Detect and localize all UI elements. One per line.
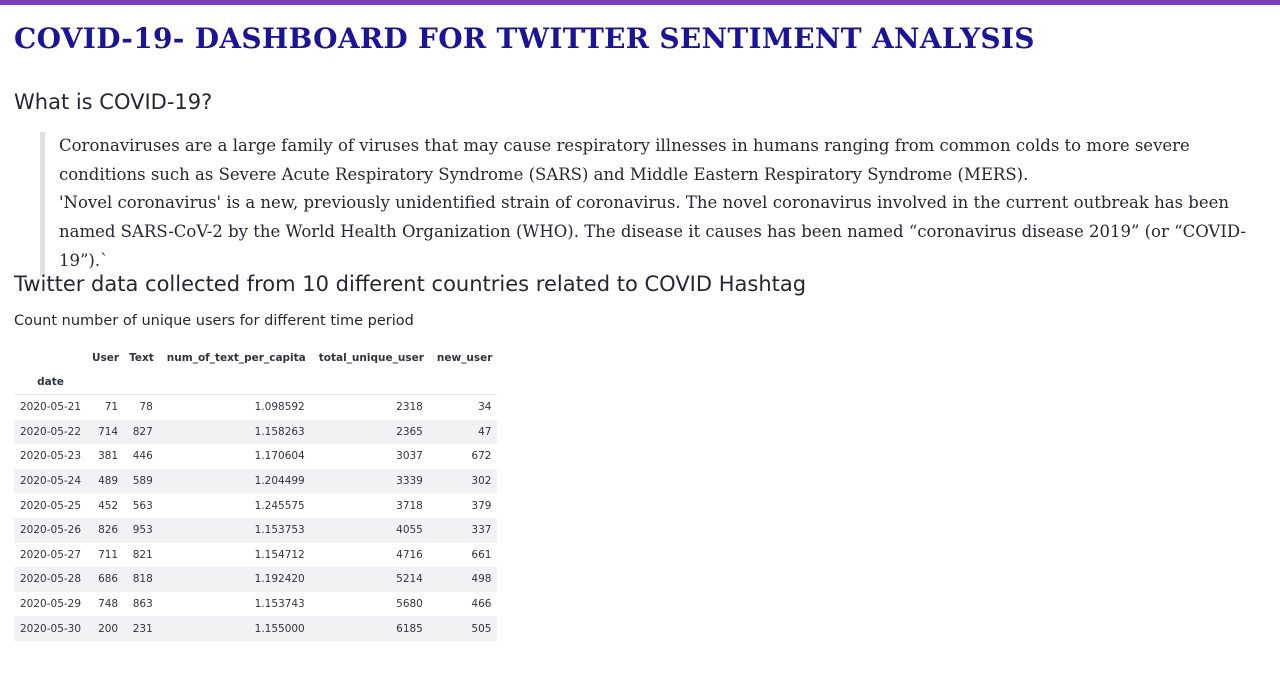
cell-user[interactable]: 381: [98, 450, 119, 463]
cell-text[interactable]: 589: [132, 475, 153, 488]
cell-num-of-text-per-capita[interactable]: 1.204499: [254, 475, 305, 488]
cell-date[interactable]: 2020-05-21: [20, 401, 82, 414]
column-header-text[interactable]: Text: [129, 352, 154, 364]
cell-new-user[interactable]: 672: [471, 450, 492, 463]
table-row: [14, 518, 497, 543]
table-row: [14, 395, 497, 420]
cell-user[interactable]: 452: [98, 499, 119, 512]
cell-user[interactable]: 711: [98, 548, 119, 561]
table-row: [14, 493, 497, 518]
cell-date[interactable]: 2020-05-23: [20, 450, 82, 463]
cell-total-unique-user[interactable]: 3037: [396, 450, 423, 463]
cell-new-user[interactable]: 379: [471, 499, 492, 512]
header-blank: [14, 346, 87, 370]
index-header-date[interactable]: date: [14, 370, 87, 395]
section-heading-twitter-data: Twitter data collected from 10 different countries related to COVID Hashtag: [14, 272, 807, 296]
cell-total-unique-user[interactable]: 3339: [396, 475, 423, 488]
cell-new-user[interactable]: 47: [478, 425, 492, 438]
cell-text[interactable]: 818: [132, 573, 153, 586]
cell-new-user[interactable]: 34: [478, 401, 492, 414]
quote-paragraph-2: 'Novel coronavirus' is a new, previously unidentified strain of coronavirus. The novel coronavirus involved in the current outbreak has been named SARS-CoV-2 by the World Health Organization (WHO). The disease it causes has been named “coronavirus disease 2019” (or “COVID-19”).`: [59, 193, 1246, 270]
cell-text[interactable]: 563: [132, 499, 153, 512]
cell-user[interactable]: 714: [98, 425, 119, 438]
cell-date[interactable]: 2020-05-27: [20, 548, 82, 561]
cell-user[interactable]: 826: [98, 524, 119, 537]
cell-user[interactable]: 686: [98, 573, 119, 586]
cell-total-unique-user[interactable]: 6185: [396, 622, 423, 635]
table-row: [14, 567, 497, 592]
app-top-decoration-bar: [0, 0, 1280, 5]
cell-num-of-text-per-capita[interactable]: 1.154712: [254, 548, 305, 561]
cell-date[interactable]: 2020-05-22: [20, 425, 82, 438]
cell-text[interactable]: 821: [132, 548, 153, 561]
table-row: [14, 543, 497, 568]
cell-date[interactable]: 2020-05-28: [20, 573, 82, 586]
cell-text[interactable]: 231: [132, 622, 153, 635]
table-header-row: [14, 346, 497, 370]
cell-new-user[interactable]: 505: [471, 622, 492, 635]
cell-text[interactable]: 446: [132, 450, 153, 463]
table-row: [14, 469, 497, 494]
column-header-new-user[interactable]: new_user: [436, 352, 493, 364]
cell-num-of-text-per-capita[interactable]: 1.155000: [254, 622, 305, 635]
table-row: [14, 592, 497, 617]
page-title: COVID-19- DASHBOARD FOR TWITTER SENTIMENT ANALYSIS: [14, 22, 1035, 55]
cell-num-of-text-per-capita[interactable]: 1.098592: [254, 401, 305, 414]
cell-total-unique-user[interactable]: 4716: [396, 548, 423, 561]
cell-num-of-text-per-capita[interactable]: 1.158263: [254, 425, 305, 438]
cell-total-unique-user[interactable]: 2318: [396, 401, 423, 414]
cell-new-user[interactable]: 302: [471, 475, 492, 488]
section-heading-what-is-covid: What is COVID-19?: [14, 90, 213, 114]
cell-user[interactable]: 748: [98, 598, 119, 611]
column-header-num-of-text-per-capita[interactable]: num_of_text_per_capita: [166, 352, 306, 364]
cell-date[interactable]: 2020-05-30: [20, 622, 82, 635]
table-row: [14, 420, 497, 445]
cell-text[interactable]: 863: [132, 598, 153, 611]
cell-text[interactable]: 78: [139, 401, 153, 414]
cell-total-unique-user[interactable]: 5680: [396, 598, 423, 611]
cell-date[interactable]: 2020-05-29: [20, 598, 82, 611]
cell-num-of-text-per-capita[interactable]: 1.170604: [254, 450, 305, 463]
cell-date[interactable]: 2020-05-25: [20, 499, 82, 512]
cell-user[interactable]: 489: [98, 475, 119, 488]
cell-text[interactable]: 827: [132, 425, 153, 438]
table-body: [14, 395, 497, 641]
cell-new-user[interactable]: 466: [471, 598, 492, 611]
cell-user[interactable]: 200: [98, 622, 119, 635]
cell-user[interactable]: 71: [104, 401, 119, 414]
cell-new-user[interactable]: 498: [471, 573, 492, 586]
cell-num-of-text-per-capita[interactable]: 1.245575: [254, 499, 305, 512]
covid-description-blockquote: [40, 132, 1271, 276]
cell-total-unique-user[interactable]: 3718: [396, 499, 423, 512]
table-row: [14, 616, 497, 641]
cell-new-user[interactable]: 337: [471, 524, 492, 537]
column-header-user[interactable]: User: [92, 352, 120, 364]
column-header-total-unique-user[interactable]: total_unique_user: [318, 352, 424, 364]
table-row: [14, 444, 497, 469]
cell-num-of-text-per-capita[interactable]: 1.153743: [254, 598, 305, 611]
table-index-header-row: [14, 370, 497, 395]
cell-total-unique-user[interactable]: 2365: [396, 425, 423, 438]
cell-num-of-text-per-capita[interactable]: 1.153753: [254, 524, 305, 537]
cell-num-of-text-per-capita[interactable]: 1.192420: [254, 573, 305, 586]
quote-paragraph-1: Coronaviruses are a large family of viruses that may cause respiratory illnesses in humans ranging from common colds to more severe conditions such as Severe Acute Respiratory Syndrome (SARS) and Middle Eastern Respiratory Syndrome (MERS).: [59, 136, 1190, 184]
unique-users-dataframe[interactable]: [14, 346, 497, 641]
cell-total-unique-user[interactable]: 4055: [396, 524, 423, 537]
cell-date[interactable]: 2020-05-26: [20, 524, 82, 537]
cell-date[interactable]: 2020-05-24: [20, 475, 82, 488]
table-caption: Count number of unique users for different time period: [14, 313, 414, 329]
cell-new-user[interactable]: 661: [471, 548, 492, 561]
cell-text[interactable]: 953: [132, 524, 153, 537]
cell-total-unique-user[interactable]: 5214: [396, 573, 423, 586]
